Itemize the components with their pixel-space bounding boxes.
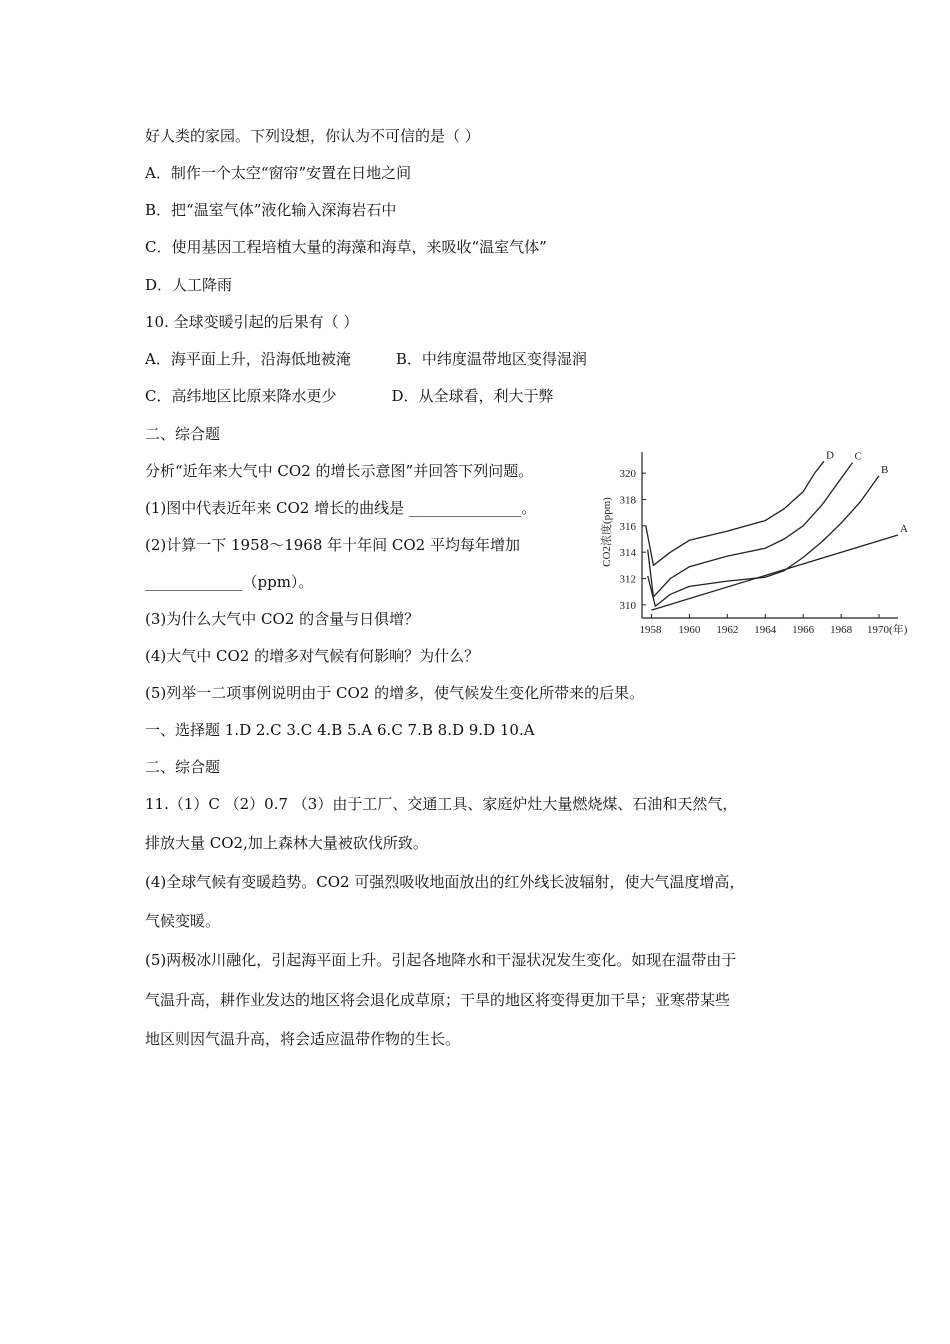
series-b-line [648,476,879,606]
question-11-part2: (2)计算一下 1958～1968 年十年间 CO2 平均每年增加 [145,536,520,554]
question-11-intro: 分析“近年来大气中 CO2 的增长示意图”并回答下列问题。 [145,462,534,480]
answer-11-part4-line1: (4)全球气候有变暖趋势。CO2 可强烈吸收地面放出的红外线长波辐射，使大气温度增高， [145,873,745,891]
answer-11-line1: 11.（1）C （2）0.7 （3）由于工厂、交通工具、家庭炉灶大量燃烧煤、石油和天然气， [145,795,738,813]
question-9-stem: 好人类的家园。下列设想，你认为不可信的是（ ） [145,127,480,145]
answer-11-line2: 排放大量 CO2,加上森林大量被砍伐所致。 [145,834,428,852]
y-tick-label: 310 [619,599,636,612]
answer-11-part4-line2: 气候变暖。 [145,912,221,930]
option-10a: A．海平面上升，沿海低地被淹 [145,350,351,368]
x-tick-label: 1966 [792,624,815,636]
y-tick-label: 312 [619,573,636,586]
y-tick-label: 314 [619,547,636,560]
x-tick-label: 1968 [830,624,853,636]
option-9d: D．人工降雨 [145,276,233,294]
answers-section-heading: 二、综合题 [145,758,221,776]
option-10c: C．高纬地区比原来降水更少 [145,387,337,405]
section-heading-comprehensive: 二、综合题 [145,425,221,443]
answer-11-part5-line3: 地区则因气温升高，将会适应温带作物的生长。 [145,1030,461,1048]
series-d-label: D [826,449,834,462]
answers-choice: 一、选择题 1.D 2.C 3.C 4.B 5.A 6.C 7.B 8.D 9.D 10.A [145,721,535,739]
option-10b: B．中纬度温带地区变得湿润 [395,350,587,368]
series-a-label: A [900,523,908,536]
question-10-stem: 10. 全球变暖引起的后果有（ ） [145,313,359,331]
y-tick-label: 318 [619,494,636,507]
options-10-row2 [145,386,554,406]
x-tick-label: 1960 [678,624,701,636]
series-d-line [646,461,824,565]
y-tick-label: 316 [619,520,636,533]
option-9b: B．把“温室气体”液化输入深海岩石中 [145,201,397,219]
option-9c: C．使用基因工程培植大量的海藻和海草，来吸收“温室气体” [145,238,547,256]
x-tick-label: 1958 [639,624,662,636]
option-10d: D．从全球看，利大于弊 [391,387,554,405]
answer-11-part5-line2: 气温升高，耕作业发达的地区将会退化成草原；干旱的地区将变得更加干旱；亚寒带某些 [145,991,731,1009]
co2-growth-chart [592,449,908,646]
y-tick-label: 320 [619,468,636,481]
option-9a: A．制作一个太空“窗帘”安置在日地之间 [145,164,412,182]
series-b-label: B [881,463,889,476]
x-tick-label: 1964 [754,624,777,636]
series-c-line [648,463,853,597]
question-11-part5: (5)列举一二项事例说明由于 CO2 的增多，使气候发生变化所带来的后果。 [145,684,645,702]
y-axis-label: CO2浓度(ppm) [601,497,613,567]
question-11-part2-blank: _____________（ppm）。 [145,573,314,591]
series-c-label: C [854,450,862,463]
question-11-part3: (3)为什么大气中 CO2 的含量与日俱增？ [145,610,420,628]
question-11-part4: (4)大气中 CO2 的增多对气候有何影响？为什么？ [145,647,480,665]
x-tick-label: 1962 [716,624,739,636]
x-tick-label: 1970(年) [867,624,908,636]
answer-11-part5-line1: (5)两极冰川融化，引起海平面上升。引起各地降水和干湿状况发生变化。如现在温带由于 [145,951,737,969]
question-11-part1: (1)图中代表近年来 CO2 增长的曲线是 _______________。 [145,499,537,517]
options-10-row1 [145,349,587,369]
series-a-line [652,535,899,610]
